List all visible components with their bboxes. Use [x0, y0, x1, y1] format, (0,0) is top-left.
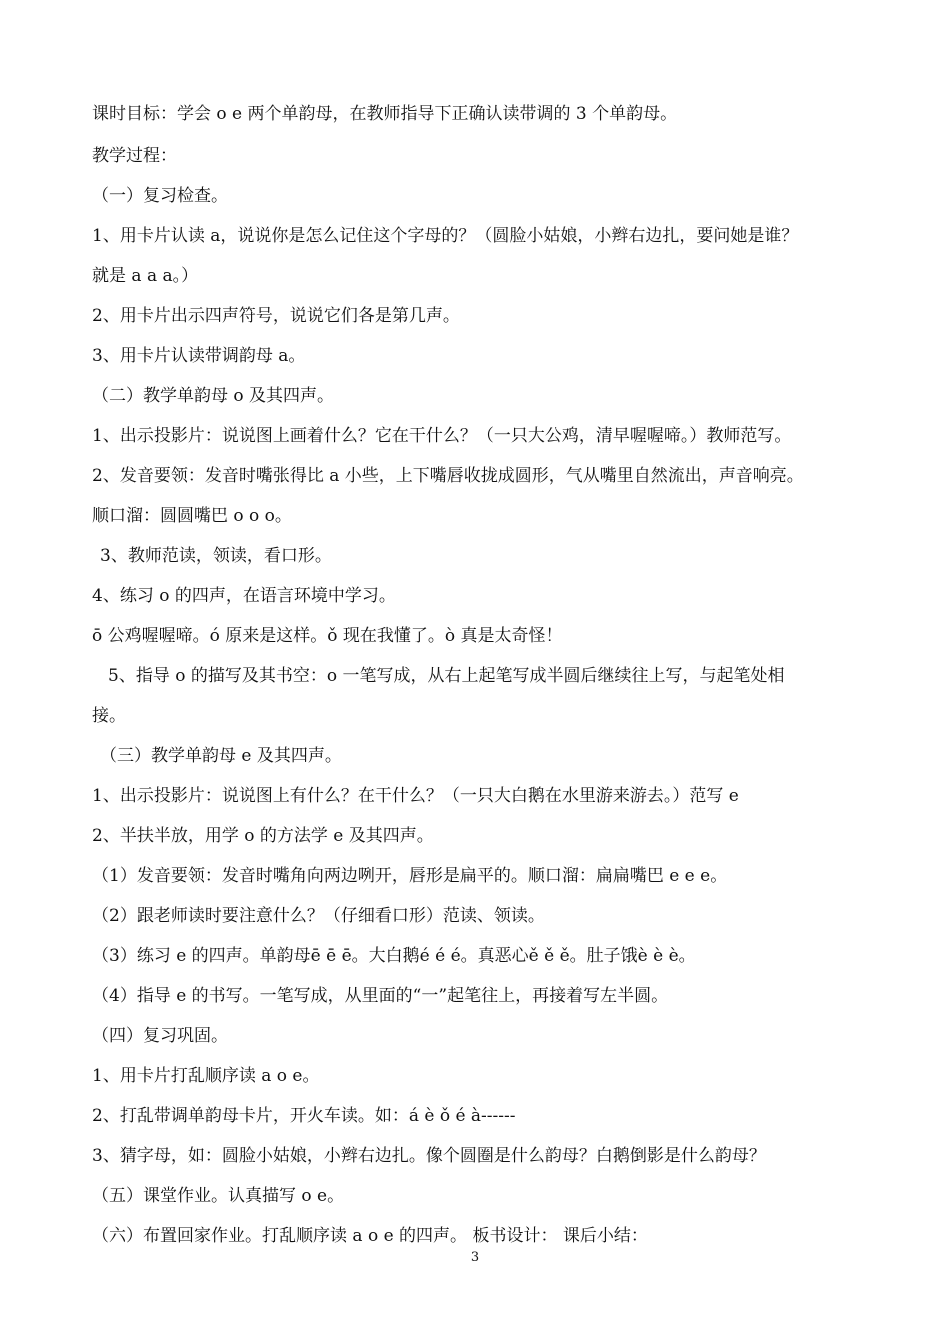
text-line: （4）指导 e 的书写。一笔写成，从里面的“一”起笔往上，再接着写左半圆。	[92, 986, 669, 1006]
text-line: 5、指导 o 的描写及其书空：o 一笔写成，从右上起笔写成半圆后继续往上写，与起笔处相	[108, 666, 785, 686]
text-line: 4、练习 o 的四声，在语言环境中学习。	[92, 586, 396, 606]
text-line: 3、猜字母，如：圆脸小姑娘，小辫右边扎。像个圆圈是什么韵母？白鹅倒影是什么韵母？	[92, 1146, 766, 1166]
text-line: （2）跟老师读时要注意什么？（仔细看口形）范读、领读。	[92, 906, 545, 926]
heading-teaching-process: 教学过程：	[92, 146, 177, 166]
text-line: 1、用卡片认读 a，说说你是怎么记住这个字母的？（圆脸小姑娘，小辫右边扎，要问她是谁？	[92, 226, 799, 246]
text-line: 1、用卡片打乱顺序读 a o e。	[92, 1066, 320, 1086]
section-review: （一）复习检查。	[92, 186, 228, 206]
section-homework: （六）布置回家作业。打乱顺序读 a o e 的四声。 板书设计： 课后小结：	[92, 1226, 648, 1246]
text-line: （1）发音要领：发音时嘴角向两边咧开，唇形是扁平的。顺口溜：扁扁嘴巴 e e e。	[92, 866, 728, 886]
text-line: 2、打乱带调单韵母卡片，开火车读。如：á è ǒ é à------	[92, 1106, 516, 1126]
text-line: 2、半扶半放，用学 o 的方法学 e 及其四声。	[92, 826, 434, 846]
text-line: ō 公鸡喔喔啼。ó 原来是这样。ǒ 现在我懂了。ò 真是太奇怪！	[92, 626, 563, 646]
lesson-objective: 课时目标：学会 o e 两个单韵母，在教师指导下正确认读带调的 3 个单韵母。	[92, 104, 678, 124]
text-line: 顺口溜：圆圆嘴巴 o o o。	[92, 506, 292, 526]
section-classwork: （五）课堂作业。认真描写 o e。	[92, 1186, 345, 1206]
text-line: 3、教师范读，领读，看口形。	[100, 546, 332, 566]
section-consolidation: （四）复习巩固。	[92, 1026, 228, 1046]
section-teach-o: （二）教学单韵母 o 及其四声。	[92, 386, 335, 406]
section-teach-e: （三）教学单韵母 e 及其四声。	[100, 746, 342, 766]
text-line: （3）练习 e 的四声。单韵母ē ē ē。大白鹅é é é。真恶心ě ě ě。肚子饿è è è。	[92, 946, 696, 966]
text-line: 2、发音要领：发音时嘴张得比 a 小些，上下嘴唇收拢成圆形，气从嘴里自然流出，声音响亮。	[92, 466, 804, 486]
text-line: 接。	[92, 706, 126, 726]
text-line: 2、用卡片出示四声符号，说说它们各是第几声。	[92, 306, 460, 326]
page-number: 3	[470, 1250, 480, 1265]
text-line: 1、出示投影片：说说图上有什么？在干什么？（一只大白鹅在水里游来游去。）范写 e	[92, 786, 739, 806]
text-line: 1、出示投影片：说说图上画着什么？它在干什么？（一只大公鸡，清早喔喔啼。）教师范写。	[92, 426, 792, 446]
text-line: 就是 a a a。）	[92, 266, 199, 286]
text-line: 3、用卡片认读带调韵母 a。	[92, 346, 306, 366]
